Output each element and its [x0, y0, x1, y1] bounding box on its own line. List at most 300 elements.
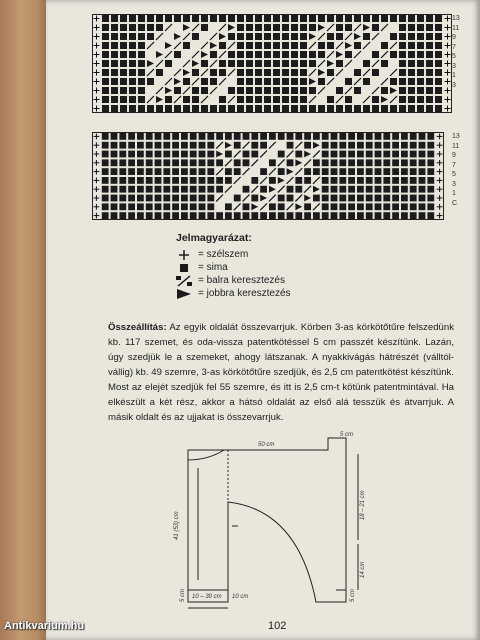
- knit-stitch-symbol: [119, 151, 126, 158]
- right-cross-symbol: [287, 168, 294, 175]
- knit-stitch-symbol: [426, 87, 433, 94]
- knit-stitch-symbol: [255, 24, 262, 31]
- knit-stitch-symbol: [426, 78, 433, 85]
- knit-stitch-symbol: [146, 203, 153, 210]
- bottom-left-label: 10 – 30 cm: [192, 594, 222, 600]
- row-number: 5: [452, 171, 456, 178]
- knit-stitch-symbol: [255, 96, 262, 103]
- knit-stitch-symbol: [246, 24, 253, 31]
- knit-stitch-symbol: [120, 33, 127, 40]
- knit-stitch-symbol: [190, 203, 197, 210]
- knit-stitch-symbol: [246, 15, 253, 22]
- knit-stitch-symbol: [357, 177, 364, 184]
- knit-stitch-symbol: [339, 177, 346, 184]
- chart-top-row-numbers: [452, 14, 460, 90]
- knit-stitch-symbol: [331, 212, 338, 219]
- knit-stitch-symbol: [372, 24, 379, 31]
- knit-stitch-symbol: [172, 159, 179, 166]
- knit-stitch-symbol: [363, 105, 370, 112]
- knit-stitch-symbol: [435, 69, 442, 76]
- knit-stitch-symbol: [419, 186, 426, 193]
- knit-stitch-symbol: [408, 24, 415, 31]
- knit-stitch-symbol: [435, 51, 442, 58]
- knit-stitch-symbol: [251, 212, 258, 219]
- knit-stitch-symbol: [129, 78, 136, 85]
- knit-stitch-symbol: [410, 186, 417, 193]
- knit-stitch-symbol: [278, 168, 285, 175]
- row-number: 3: [452, 180, 456, 188]
- knit-stitch-symbol: [273, 60, 280, 67]
- cross-stitch-symbol: [234, 177, 241, 184]
- knit-stitch-symbol: [207, 195, 214, 202]
- knit-stitch-symbol: [264, 105, 271, 112]
- knit-stitch-symbol: [287, 195, 294, 202]
- edge-stitch-symbol: [94, 142, 100, 148]
- knit-stitch-symbol: [156, 105, 163, 112]
- edge-stitch-symbol: [445, 79, 451, 85]
- knit-stitch-symbol: [375, 212, 382, 219]
- knit-stitch-symbol: [375, 133, 382, 140]
- knit-stitch-symbol: [282, 87, 289, 94]
- edge-stitch-symbol: [437, 134, 443, 140]
- cross-stitch-symbol: [269, 142, 276, 149]
- cuff-label: 5 cm: [340, 432, 354, 438]
- knit-stitch-symbol: [264, 60, 271, 67]
- edge-stitch-symbol: [94, 213, 100, 219]
- knit-stitch-symbol: [300, 33, 307, 40]
- knit-stitch-symbol: [408, 69, 415, 76]
- cross-stitch-symbol: [278, 159, 285, 166]
- knit-stitch-symbol: [128, 133, 135, 140]
- knit-stitch-symbol: [327, 33, 334, 40]
- knit-stitch-symbol: [210, 78, 217, 85]
- knit-stitch-symbol: [408, 96, 415, 103]
- knit-stitch-symbol: [304, 133, 311, 140]
- edge-stitch-symbol: [445, 52, 451, 58]
- cross-stitch-symbol: [345, 33, 352, 40]
- legend-text: = sima: [198, 262, 228, 273]
- cross-stitch-symbol: [354, 24, 361, 31]
- row-number: 9: [452, 34, 456, 41]
- knit-stitch-symbol: [251, 133, 258, 140]
- knit-stitch-symbol: [435, 24, 442, 31]
- knit-stitch-symbol: [255, 105, 262, 112]
- cross-stitch-symbol: [192, 51, 199, 58]
- knit-stitch-symbol: [410, 159, 417, 166]
- knit-stitch-symbol: [129, 69, 136, 76]
- knit-stitch-symbol: [165, 60, 172, 67]
- knit-stitch-symbol: [246, 42, 253, 49]
- knit-stitch-symbol: [260, 142, 267, 149]
- knit-stitch-symbol: [190, 159, 197, 166]
- left-edge-label: 5 cm: [180, 588, 186, 602]
- knit-stitch-symbol: [339, 168, 346, 175]
- right-lower-label: 14 cm: [360, 561, 366, 578]
- edge-stitch-symbol: [445, 34, 451, 40]
- knit-stitch-symbol: [102, 51, 109, 58]
- right-cross-symbol: [192, 60, 199, 67]
- knit-stitch-symbol: [181, 159, 188, 166]
- knit-stitch-symbol: [111, 203, 118, 210]
- knit-stitch-symbol: [146, 168, 153, 175]
- edge-stitch-symbol: [94, 169, 100, 175]
- edge-stitch-symbol: [94, 178, 100, 184]
- knit-stitch-symbol: [273, 87, 280, 94]
- knit-stitch-symbol: [201, 105, 208, 112]
- knit-stitch-symbol: [363, 78, 370, 85]
- knit-stitch-symbol: [399, 78, 406, 85]
- right-cross-symbol: [313, 142, 320, 149]
- knit-stitch-symbol: [190, 186, 197, 193]
- knit-stitch-symbol: [138, 15, 145, 22]
- right-cross-symbol: [260, 195, 267, 202]
- chart-border: [93, 133, 444, 220]
- right-cross-symbol: [174, 33, 181, 40]
- knit-stitch-symbol: [102, 177, 109, 184]
- knit-stitch-symbol: [228, 51, 235, 58]
- edge-stitch-symbol: [445, 43, 451, 49]
- knit-stitch-symbol: [282, 51, 289, 58]
- cross-stitch-symbol: [219, 51, 226, 58]
- knit-stitch-symbol: [327, 69, 334, 76]
- knit-stitch-symbol: [156, 15, 163, 22]
- cross-stitch-symbol: [260, 177, 267, 184]
- knit-stitch-symbol: [129, 42, 136, 49]
- knit-stitch-symbol: [435, 33, 442, 40]
- knit-stitch-symbol: [273, 105, 280, 112]
- knit-stitch-symbol: [427, 159, 434, 166]
- knit-stitch-symbol: [181, 133, 188, 140]
- knit-stitch-symbol: [417, 69, 424, 76]
- knit-stitch-symbol: [417, 87, 424, 94]
- knit-stitch-symbol: [163, 212, 170, 219]
- cross-stitch-symbol: [165, 51, 172, 58]
- knit-stitch-symbol: [201, 60, 208, 67]
- knit-stitch-symbol: [111, 60, 118, 67]
- knit-stitch-symbol: [147, 78, 154, 85]
- knit-stitch-symbol: [155, 177, 162, 184]
- cross-stitch-symbol: [210, 60, 217, 67]
- cross-stitch-symbol: [269, 168, 276, 175]
- knit-stitch-symbol: [207, 186, 214, 193]
- knit-stitch-symbol: [183, 78, 190, 85]
- knit-stitch-symbol: [381, 87, 388, 94]
- knit-stitch-symbol: [111, 105, 118, 112]
- knit-stitch-symbol: [137, 212, 144, 219]
- knit-stitch-symbol: [426, 60, 433, 67]
- knit-stitch-symbol: [399, 15, 406, 22]
- knit-stitch-symbol: [318, 15, 325, 22]
- knit-stitch-symbol: [427, 203, 434, 210]
- knit-stitch-symbol: [120, 105, 127, 112]
- knit-stitch-symbol: [278, 212, 285, 219]
- knit-stitch-symbol: [291, 42, 298, 49]
- knit-stitch-symbol: [269, 159, 276, 166]
- right-cross-symbol: [295, 203, 302, 210]
- right-cross-symbol: [219, 33, 226, 40]
- knit-stitch-symbol: [339, 133, 346, 140]
- knit-stitch-symbol: [383, 133, 390, 140]
- knit-stitch-symbol: [172, 177, 179, 184]
- cross-stitch-symbol: [278, 186, 285, 193]
- knit-stitch-symbol: [181, 151, 188, 158]
- knit-stitch-symbol: [287, 186, 294, 193]
- knit-stitch-symbol: [273, 33, 280, 40]
- knit-stitch-symbol: [174, 15, 181, 22]
- top-measure-label: 50 cm: [258, 442, 275, 448]
- knit-stitch-symbol: [201, 87, 208, 94]
- knit-stitch-symbol: [181, 168, 188, 175]
- knit-stitch-symbol: [147, 33, 154, 40]
- knit-stitch-symbol: [273, 42, 280, 49]
- cross-stitch-symbol: [216, 142, 223, 149]
- knit-stitch-symbol: [318, 42, 325, 49]
- knit-stitch-symbol: [128, 159, 135, 166]
- edge-stitch-symbol: [445, 88, 451, 94]
- knit-stitch-symbol: [255, 69, 262, 76]
- cross-stitch-symbol: [192, 78, 199, 85]
- knit-stitch-symbol: [357, 151, 364, 158]
- knit-stitch-symbol: [408, 15, 415, 22]
- left-cross-icon: [176, 275, 192, 287]
- knit-stitch-symbol: [419, 159, 426, 166]
- knit-stitch-symbol: [237, 24, 244, 31]
- knit-stitch-symbol: [251, 177, 258, 184]
- knit-stitch-symbol: [207, 142, 214, 149]
- knit-stitch-symbol: [383, 168, 390, 175]
- knit-stitch-symbol: [181, 195, 188, 202]
- knit-stitch-symbol: [199, 151, 206, 158]
- knit-stitch-symbol: [172, 133, 179, 140]
- right-cross-symbol: [390, 87, 397, 94]
- edge-stitch-symbol: [437, 142, 443, 148]
- knit-stitch-symbol: [345, 96, 352, 103]
- knit-stitch-symbol: [119, 168, 126, 175]
- knit-stitch-symbol: [207, 133, 214, 140]
- knit-stitch-symbol: [381, 15, 388, 22]
- knit-stitch-symbol: [172, 168, 179, 175]
- knit-stitch-symbol: [163, 168, 170, 175]
- knit-stitch-symbol: [282, 60, 289, 67]
- cross-stitch-symbol: [210, 87, 217, 94]
- legend-title: Jelmagyarázat:: [176, 232, 252, 244]
- knit-stitch-symbol: [163, 195, 170, 202]
- edge-stitch-symbol: [94, 134, 100, 140]
- knit-stitch-symbol: [331, 177, 338, 184]
- knit-stitch-symbol: [408, 51, 415, 58]
- right-cross-symbol: [304, 151, 311, 158]
- knit-stitch-symbol: [201, 15, 208, 22]
- knit-stitch-symbol: [392, 142, 399, 149]
- knit-stitch-symbol: [255, 60, 262, 67]
- knit-stitch-symbol: [119, 177, 126, 184]
- cross-stitch-symbol: [304, 186, 311, 193]
- knit-stitch-symbol: [128, 186, 135, 193]
- cross-stitch-symbol: [251, 186, 258, 193]
- cross-stitch-symbol: [318, 60, 325, 67]
- assembly-text: Az egyik oldalát összevarrjuk. Körben 3-as körkötőtűre felszedünk kb. 117 szemet, és oda-vissza patentkötéssel 5 cm passzét készítünk. Lazán, úgy szedjük le a szemeket, ahogy látszanak. A nyakkivágás hátrészét (válltól-vállig) kb. 49 szemre, 3-as körkötőtűre szedjük, és 2,5 cm patentkötést készítünk. Most az elejét szedjük fel 55 szemre, és itt is 2,5 cm-t kötünk patentmintával. Ha elkészült a két rész, akkor a hátsó oldalát az első alá tesszük és átvarrjuk. A másik oldalt és az ujjakat is összevarrjuk.: [108, 322, 454, 423]
- knit-stitch-symbol: [172, 203, 179, 210]
- knit-stitch-symbol: [128, 212, 135, 219]
- knit-stitch-symbol: [348, 177, 355, 184]
- knit-stitch-symbol: [111, 51, 118, 58]
- cross-stitch-symbol: [183, 33, 190, 40]
- knit-stitch-symbol: [181, 142, 188, 149]
- legend-text: = szélszem: [198, 249, 249, 260]
- cross-edge-stitch-icon: [176, 249, 192, 261]
- knit-stitch-symbol: [129, 33, 136, 40]
- knit-stitch-symbol: [128, 203, 135, 210]
- knit-stitch-symbol: [138, 33, 145, 40]
- knit-stitch-symbol: [237, 78, 244, 85]
- edge-stitch-symbol: [94, 195, 100, 201]
- knit-stitch-symbol: [246, 33, 253, 40]
- knit-stitch-symbol: [336, 105, 343, 112]
- cross-stitch-symbol: [327, 24, 334, 31]
- knit-stitch-symbol: [300, 87, 307, 94]
- knit-stitch-symbol: [199, 186, 206, 193]
- knit-stitch-symbol: [119, 212, 126, 219]
- edge-stitch-symbol: [437, 186, 443, 192]
- cross-stitch-symbol: [216, 195, 223, 202]
- row-number: 3: [452, 62, 456, 70]
- knit-stitch-symbol: [228, 33, 235, 40]
- knit-stitch-symbol: [234, 159, 241, 166]
- cross-stitch-symbol: [336, 42, 343, 49]
- knit-stitch-symbol: [237, 60, 244, 67]
- knit-stitch-symbol: [155, 159, 162, 166]
- knit-stitch-symbol: [304, 177, 311, 184]
- knit-stitch-symbol: [156, 24, 163, 31]
- knit-stitch-symbol: [243, 133, 250, 140]
- knit-stitch-symbol: [372, 51, 379, 58]
- edge-stitch-symbol: [94, 61, 100, 67]
- legend-text: = balra keresztezés: [198, 275, 285, 286]
- chart-grid-top: [92, 14, 452, 118]
- knit-stitch-symbol: [278, 151, 285, 158]
- cross-stitch-symbol: [228, 42, 235, 49]
- knit-stitch-symbol: [419, 168, 426, 175]
- knit-stitch-symbol: [219, 96, 226, 103]
- edge-stitch-symbol: [94, 88, 100, 94]
- knit-stitch-symbol: [264, 96, 271, 103]
- knit-stitch-symbol: [366, 177, 373, 184]
- knit-stitch-symbol: [255, 78, 262, 85]
- knit-stitch-symbol: [300, 60, 307, 67]
- knit-stitch-symbol: [111, 151, 118, 158]
- cross-stitch-symbol: [287, 203, 294, 210]
- cross-stitch-symbol: [372, 87, 379, 94]
- knit-stitch-symbol: [243, 151, 250, 158]
- knit-stitch-symbol: [102, 33, 109, 40]
- assembly-heading: Összeállítás:: [108, 322, 167, 333]
- knit-stitch-symbol: [273, 78, 280, 85]
- knit-stitch-symbol: [322, 159, 329, 166]
- knit-stitch-symbol: [322, 168, 329, 175]
- knit-stitch-symbol: [287, 142, 294, 149]
- right-cross-symbol: [165, 87, 172, 94]
- cross-stitch-symbol: [243, 168, 250, 175]
- knit-stitch-symbol: [165, 96, 172, 103]
- knit-stitch-symbol: [357, 159, 364, 166]
- knit-stitch-symbol: [207, 159, 214, 166]
- knit-stitch-symbol: [190, 177, 197, 184]
- knit-stitch-symbol: [146, 195, 153, 202]
- knit-stitch-symbol: [322, 151, 329, 158]
- knit-stitch-symbol: [390, 15, 397, 22]
- knit-stitch-symbol: [219, 69, 226, 76]
- knit-stitch-symbol: [138, 60, 145, 67]
- right-cross-symbol: [295, 159, 302, 166]
- knit-stitch-symbol: [225, 203, 232, 210]
- knit-stitch-symbol: [417, 33, 424, 40]
- knit-stitch-symbol: [192, 105, 199, 112]
- knit-stitch-symbol: [383, 212, 390, 219]
- knit-stitch-symbol: [102, 203, 109, 210]
- cross-stitch-symbol: [363, 42, 370, 49]
- edge-stitch-symbol: [437, 169, 443, 175]
- knit-stitch-symbol: [345, 24, 352, 31]
- knit-stitch-symbol: [304, 142, 311, 149]
- cross-stitch-symbol: [210, 33, 217, 40]
- cross-stitch-symbol: [183, 87, 190, 94]
- knit-stitch-symbol: [192, 96, 199, 103]
- row-number: 11: [452, 142, 460, 150]
- filled-square-icon: [176, 262, 192, 274]
- knit-stitch-symbol: [146, 212, 153, 219]
- cross-stitch-symbol: [318, 33, 325, 40]
- knit-stitch-symbol: [269, 177, 276, 184]
- knit-stitch-symbol: [410, 177, 417, 184]
- knit-stitch-symbol: [129, 15, 136, 22]
- knit-stitch-symbol: [300, 105, 307, 112]
- knit-stitch-symbol: [427, 151, 434, 158]
- knit-stitch-symbol: [410, 168, 417, 175]
- knit-stitch-symbol: [199, 177, 206, 184]
- knit-stitch-symbol: [219, 60, 226, 67]
- knit-stitch-symbol: [216, 133, 223, 140]
- cross-stitch-symbol: [390, 96, 397, 103]
- knit-stitch-symbol: [273, 96, 280, 103]
- knit-stitch-symbol: [392, 177, 399, 184]
- knit-stitch-symbol: [119, 195, 126, 202]
- knit-stitch-symbol: [390, 78, 397, 85]
- knit-stitch-symbol: [102, 96, 109, 103]
- knit-stitch-symbol: [392, 133, 399, 140]
- knit-stitch-symbol: [348, 195, 355, 202]
- knit-stitch-symbol: [300, 78, 307, 85]
- legend-item: [176, 274, 291, 287]
- knit-stitch-symbol: [147, 105, 154, 112]
- right-cross-symbol: [327, 60, 334, 67]
- knit-stitch-symbol: [375, 195, 382, 202]
- cross-stitch-symbol: [201, 69, 208, 76]
- knit-stitch-symbol: [251, 151, 258, 158]
- knit-stitch-symbol: [426, 96, 433, 103]
- knit-stitch-symbol: [210, 105, 217, 112]
- knit-stitch-symbol: [181, 186, 188, 193]
- knit-stitch-symbol: [155, 203, 162, 210]
- row-number: 5: [452, 53, 456, 60]
- right-cross-symbol: [304, 195, 311, 202]
- knit-stitch-symbol: [366, 203, 373, 210]
- knit-stitch-symbol: [331, 168, 338, 175]
- knit-stitch-symbol: [102, 133, 109, 140]
- knit-stitch-symbol: [383, 203, 390, 210]
- knit-stitch-symbol: [199, 159, 206, 166]
- knit-stitch-symbol: [309, 24, 316, 31]
- knit-stitch-symbol: [345, 105, 352, 112]
